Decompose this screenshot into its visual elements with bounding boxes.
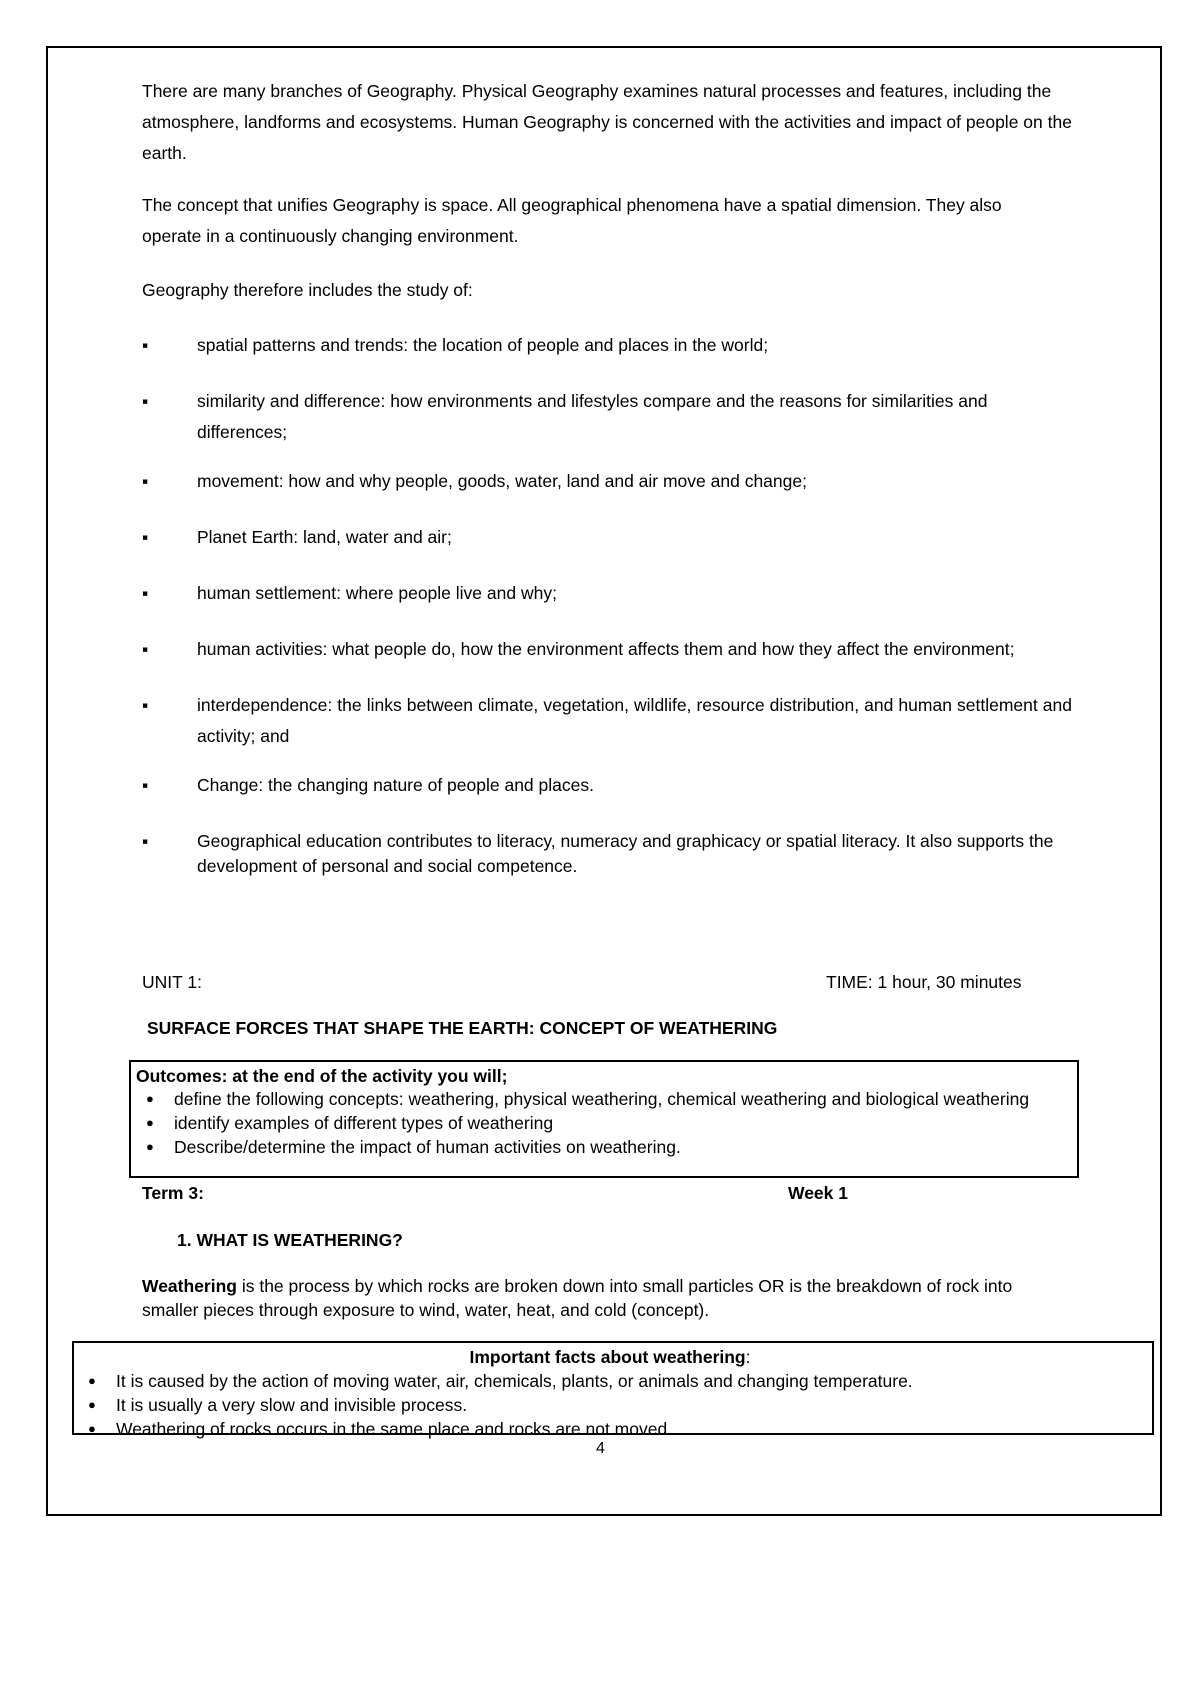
bullet-icon: ▪ (142, 583, 149, 603)
list-item: ▪ interdependence: the links between climate, vegetation, wildlife, resource distribution, and human settlement and activity; and (142, 690, 1072, 752)
unit-label: UNIT 1: (142, 972, 202, 992)
bullet-icon: ● (88, 1397, 96, 1412)
definition-text: is the process by which rocks are broken down into small particles OR is the breakdown of rock into smaller pieces through exposure to wind, water, heat, and cold (concept). (142, 1276, 1013, 1320)
page-number: 4 (596, 1440, 605, 1457)
list-item: ▪ movement: how and why people, goods, water, land and air move and change; (142, 469, 1072, 494)
facts-box (72, 1341, 1154, 1439)
list-item: ▪ human settlement: where people live and why; (142, 581, 1072, 606)
list-item: ▪ Geographical education contributes to literacy, numeracy and graphicacy or spatial literacy. It also supports the development of personal and social competence. (142, 831, 1054, 876)
intro-paragraph-2: The concept that unifies Geography is space. All geographical phenomena have a spatial dimension. They also operate in a continuously changing environment. (142, 195, 1002, 246)
bullet-icon: ▪ (142, 471, 149, 491)
list-item: ▪ spatial patterns and trends: the location of people and places in the world; (142, 333, 1072, 358)
week-label: Week 1 (788, 1183, 848, 1203)
list-item: ● define the following concepts: weathering, physical weathering, chemical weathering and biological weathering (146, 1089, 1030, 1109)
bullet-icon: ▪ (142, 527, 149, 547)
bullet-icon: ▪ (142, 639, 149, 659)
bullet-icon: ▪ (142, 831, 149, 851)
definition-term: Weathering (142, 1276, 237, 1296)
bullet-icon: ● (88, 1373, 96, 1388)
intro-paragraph-1: There are many branches of Geography. Physical Geography examines natural processes and features, including the atmosphere, landforms and ecosystems. Human Geography is concerned with the activities and impact of people on the earth. (142, 81, 1072, 163)
list-item: ▪ similarity and difference: how environments and lifestyles compare and the reasons for similarities and differences; (142, 386, 1072, 448)
term-label: Term 3: (142, 1183, 204, 1203)
list-item: ● identify examples of different types of weathering (146, 1113, 554, 1133)
bullet-icon: ▪ (142, 695, 149, 715)
outcomes-heading: Outcomes: at the end of the activity you will; (136, 1066, 508, 1086)
intro-paragraph-3: Geography therefore includes the study of: (142, 280, 473, 300)
list-item: ▪ Planet Earth: land, water and air; (142, 525, 1072, 550)
geography-study-list (142, 333, 1072, 879)
list-item: ▪ human activities: what people do, how the environment affects them and how they affect the environment; (142, 637, 1072, 662)
list-item: ● It is caused by the action of moving water, air, chemicals, plants, or animals and changing temperature. (88, 1371, 913, 1391)
weathering-definition (142, 1274, 1067, 1322)
unit-title: SURFACE FORCES THAT SHAPE THE EARTH: CONCEPT OF WEATHERING (147, 1018, 778, 1038)
list-item: ● Weathering of rocks occurs in the same place and rocks are not moved. (88, 1419, 673, 1439)
bullet-icon: ▪ (142, 775, 149, 795)
list-item: ● It is usually a very slow and invisible process. (88, 1395, 468, 1415)
bullet-icon: ● (146, 1091, 154, 1106)
bullet-icon: ● (146, 1115, 154, 1130)
bullet-icon: ▪ (142, 335, 149, 355)
outcomes-box (129, 1060, 1079, 1178)
bullet-icon: ● (88, 1421, 96, 1436)
list-item: ● Describe/determine the impact of human activities on weathering. (146, 1137, 681, 1157)
facts-heading: Important facts about weathering: (469, 1347, 751, 1367)
list-item: ▪ Change: the changing nature of people and places. (142, 773, 1072, 798)
bullet-icon: ● (146, 1139, 154, 1154)
bullet-icon: ▪ (142, 391, 149, 411)
unit-time: TIME: 1 hour, 30 minutes (826, 972, 1022, 992)
section-heading: 1. WHAT IS WEATHERING? (177, 1230, 403, 1250)
